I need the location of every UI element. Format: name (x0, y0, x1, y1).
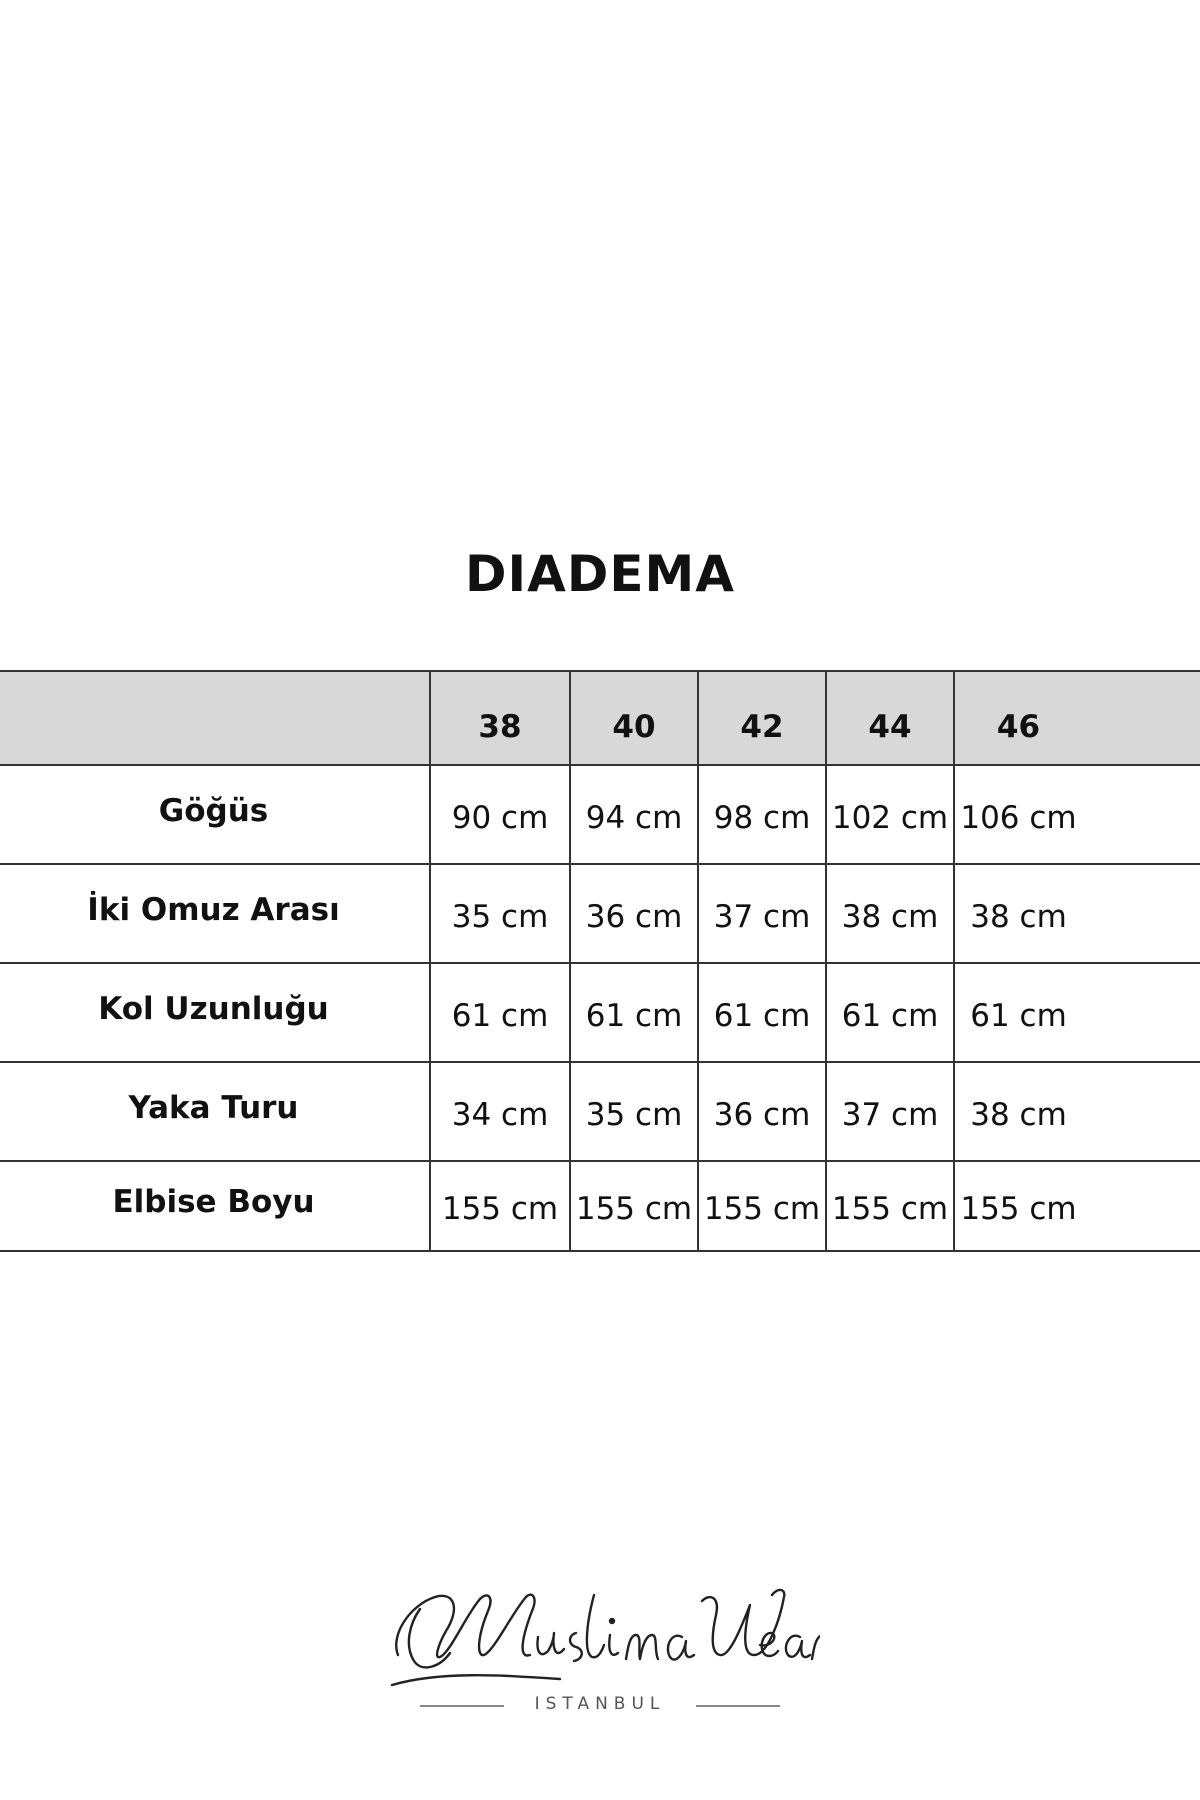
cell-value: 98 cm (713, 799, 811, 836)
table-cell (698, 765, 826, 864)
cell-value: 38 cm (970, 1096, 1067, 1133)
cell-value: 61 cm (841, 997, 939, 1034)
cell-value: 61 cm (970, 997, 1067, 1034)
cell-value: 90 cm (451, 799, 549, 836)
cell-value: 94 cm (585, 799, 683, 836)
table-cell (954, 1161, 1082, 1251)
cell-value: 34 cm (451, 1096, 549, 1133)
table-cell (954, 864, 1082, 963)
cell-value: 36 cm (713, 1096, 811, 1133)
size-header-46: 46 (954, 671, 1082, 765)
cell-value: 37 cm (713, 898, 811, 935)
row-label (0, 1161, 430, 1251)
table-cell (570, 765, 698, 864)
table-cell (826, 1161, 954, 1251)
row-end-cell (1082, 963, 1200, 1062)
size-chart-table (0, 670, 1200, 1252)
table-cell (570, 1062, 698, 1161)
header-end-cell (1082, 671, 1200, 765)
row-end-cell (1082, 1161, 1200, 1251)
header-empty-cell (0, 671, 430, 765)
cell-value: 36 cm (585, 898, 683, 935)
cell-value: 155 cm (441, 1191, 559, 1227)
cell-value: 155 cm (575, 1191, 693, 1227)
table-cell (954, 1062, 1082, 1161)
row-end-cell (1082, 864, 1200, 963)
row-label-text: Elbise Boyu (112, 1184, 315, 1220)
row-label-text: Yaka Turu (128, 1089, 299, 1126)
table-row (0, 963, 1200, 1062)
row-label (0, 864, 430, 963)
table-header-row (0, 671, 1200, 765)
row-label (0, 963, 430, 1062)
row-label (0, 765, 430, 864)
logo-rule-right (696, 1705, 780, 1707)
table-cell (698, 1161, 826, 1251)
size-header-38: 38 (430, 671, 570, 765)
size-header-40: 40 (570, 671, 698, 765)
row-label-text: İki Omuz Arası (87, 891, 340, 928)
brand-subtitle: ISTANBUL (534, 1694, 666, 1714)
size-header-44: 44 (826, 671, 954, 765)
row-label-text: Kol Uzunluğu (98, 990, 329, 1027)
table-cell (826, 765, 954, 864)
cell-value: 106 cm (960, 799, 1077, 836)
cell-value: 37 cm (841, 1096, 939, 1133)
cell-value: 102 cm (831, 799, 949, 836)
table-row (0, 765, 1200, 864)
table-cell (430, 1062, 570, 1161)
cell-value: 35 cm (585, 1096, 683, 1133)
row-end-cell (1082, 765, 1200, 864)
table-cell (430, 765, 570, 864)
cell-value: 61 cm (451, 997, 549, 1034)
cell-value: 155 cm (831, 1191, 949, 1227)
table-cell (430, 864, 570, 963)
table-cell (570, 864, 698, 963)
row-end-cell (1082, 1062, 1200, 1161)
table-cell (826, 963, 954, 1062)
cell-value: 155 cm (960, 1191, 1077, 1227)
table-row (0, 1161, 1200, 1251)
table-cell (430, 963, 570, 1062)
table-row (0, 864, 1200, 963)
cell-value: 35 cm (451, 898, 549, 935)
table-cell (570, 1161, 698, 1251)
table-cell (826, 1062, 954, 1161)
table-cell (954, 963, 1082, 1062)
table-cell (826, 864, 954, 963)
cell-value: 61 cm (585, 997, 683, 1034)
table-cell (570, 963, 698, 1062)
table-cell (698, 864, 826, 963)
table-cell (698, 963, 826, 1062)
cell-value: 155 cm (703, 1191, 821, 1227)
table-cell (954, 765, 1082, 864)
cell-value: 38 cm (970, 898, 1067, 935)
cell-value: 38 cm (841, 898, 939, 935)
table-cell (698, 1062, 826, 1161)
table-cell (430, 1161, 570, 1251)
page-title: DIADEMA (465, 545, 735, 603)
size-header-42: 42 (698, 671, 826, 765)
table-row (0, 1062, 1200, 1161)
row-label-text: Göğüs (158, 792, 269, 829)
row-label (0, 1062, 430, 1161)
cell-value: 61 cm (713, 997, 811, 1034)
